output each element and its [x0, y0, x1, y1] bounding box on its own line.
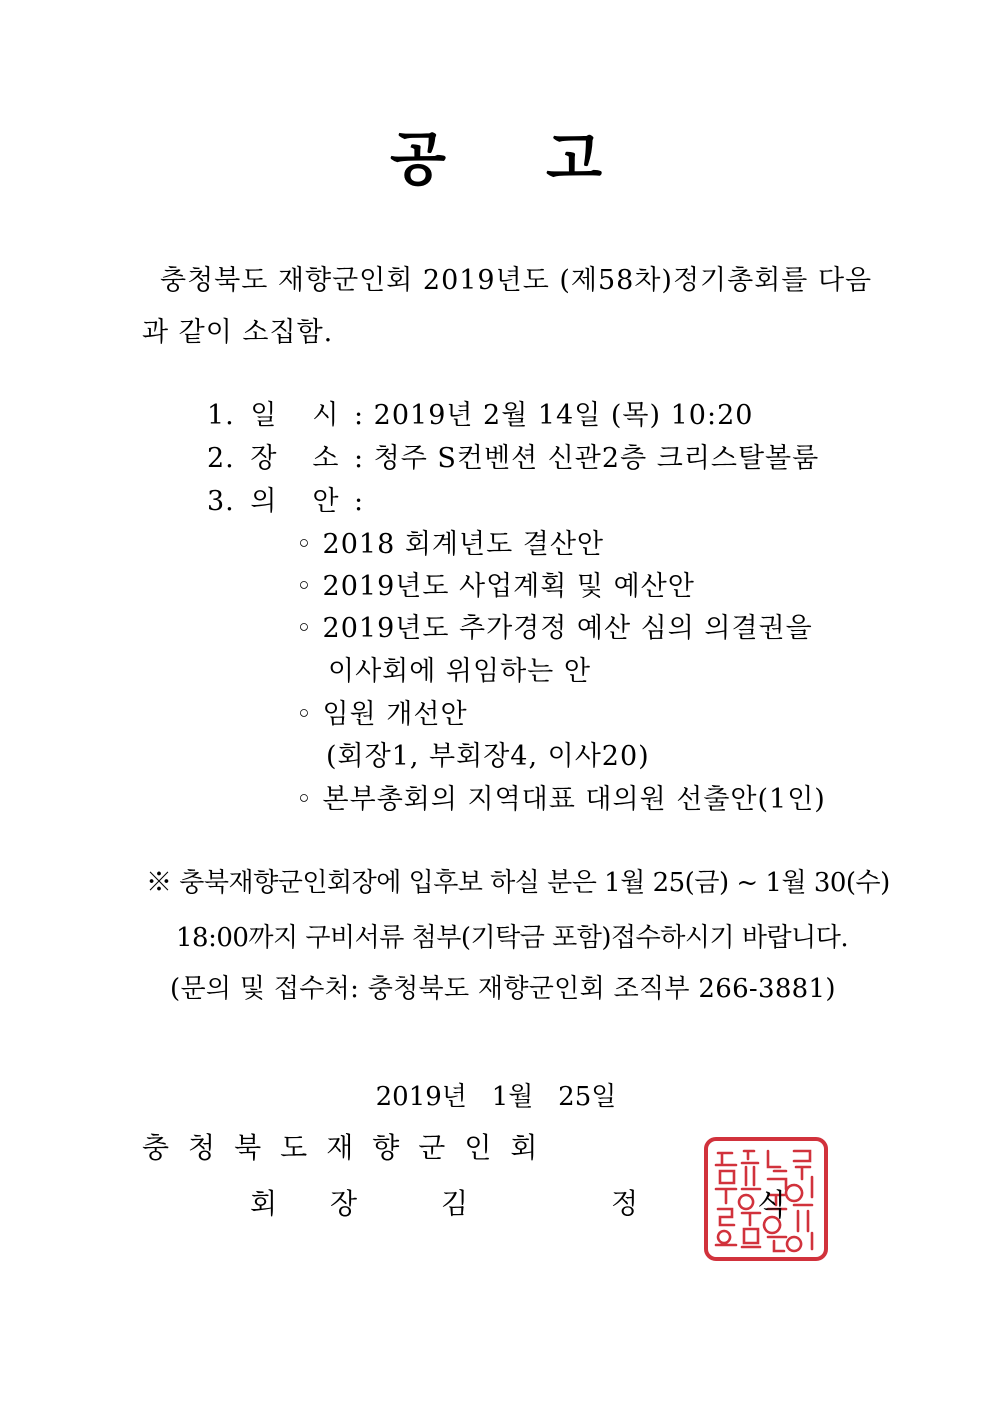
item-agenda	[207, 479, 364, 518]
notice-line-3: (문의 및 접수처: 충청북도 재향군인회 조직부 266-3881)	[170, 974, 836, 1004]
bullet-marker: ◦	[296, 699, 313, 730]
signatory-name-char-2: 정	[611, 1187, 639, 1220]
item-label-b: 안	[312, 486, 340, 517]
agenda-item	[296, 564, 695, 603]
agenda-continuation: 이사회에 위임하는 안	[328, 656, 591, 687]
item-label-a: 장	[250, 443, 278, 474]
page-title	[0, 112, 992, 196]
intro-line-1: 충청북도 재향군인회 2019년도 (제58차)정기총회를 다음	[160, 265, 873, 296]
agenda-text: 2019년도 추가경정 예산 심의 의결권을	[322, 613, 813, 644]
signatory-name-char-1: 김	[441, 1187, 469, 1220]
title-char-1: 공	[389, 125, 446, 193]
bullet-marker: ◦	[296, 529, 313, 560]
item-number: 1.	[207, 400, 235, 431]
agenda-item	[296, 606, 813, 645]
intro-line-2: 과 같이 소집함.	[142, 317, 334, 348]
item-label-a: 의	[250, 486, 278, 517]
agenda-text: 2018 회계년도 결산안	[322, 529, 604, 560]
item-value: 2019년 2월 14일 (목) 10:20	[373, 400, 754, 431]
signatory-name-char-3: 식	[757, 1188, 786, 1223]
item-value: 청주 S컨벤션 신관2층 크리스탈볼룸	[373, 443, 820, 474]
item-separator: :	[353, 486, 365, 517]
agenda-text: 본부총회의 지역대표 대의원 선출안(1인)	[322, 784, 826, 815]
item-separator: :	[353, 400, 365, 431]
item-separator: :	[353, 443, 365, 474]
item-date	[207, 393, 753, 432]
item-number: 3.	[207, 486, 235, 517]
bullet-marker: ◦	[296, 784, 313, 815]
item-venue	[207, 436, 819, 475]
signatory-position: 회 장	[250, 1187, 379, 1220]
agenda-continuation: (회장1, 부회장4, 이사20)	[326, 741, 650, 772]
issue-date: 2019년 1월 25일	[375, 1082, 617, 1112]
notice-line-2: 18:00까지 구비서류 첨부(기탁금 포함)접수하시기 바랍니다.	[176, 923, 849, 953]
bullet-marker: ◦	[296, 571, 313, 602]
agenda-item	[296, 692, 468, 731]
item-number: 2.	[207, 443, 235, 474]
item-label-b: 시	[312, 400, 340, 431]
notice-line-1: ※ 충북재향군인회장에 입후보 하실 분은 1월 25(금) ~ 1월 30(수)	[146, 868, 890, 898]
organization-name: 충청북도재향군인회	[142, 1131, 557, 1164]
agenda-item	[296, 777, 826, 816]
agenda-text: 임원 개선안	[322, 699, 468, 730]
bullet-marker: ◦	[296, 613, 313, 644]
item-label-a: 일	[250, 400, 278, 431]
agenda-text: 2019년도 사업계획 및 예산안	[322, 571, 695, 602]
title-char-2: 고	[546, 125, 603, 193]
agenda-item	[296, 522, 604, 561]
item-label-b: 소	[312, 443, 340, 474]
